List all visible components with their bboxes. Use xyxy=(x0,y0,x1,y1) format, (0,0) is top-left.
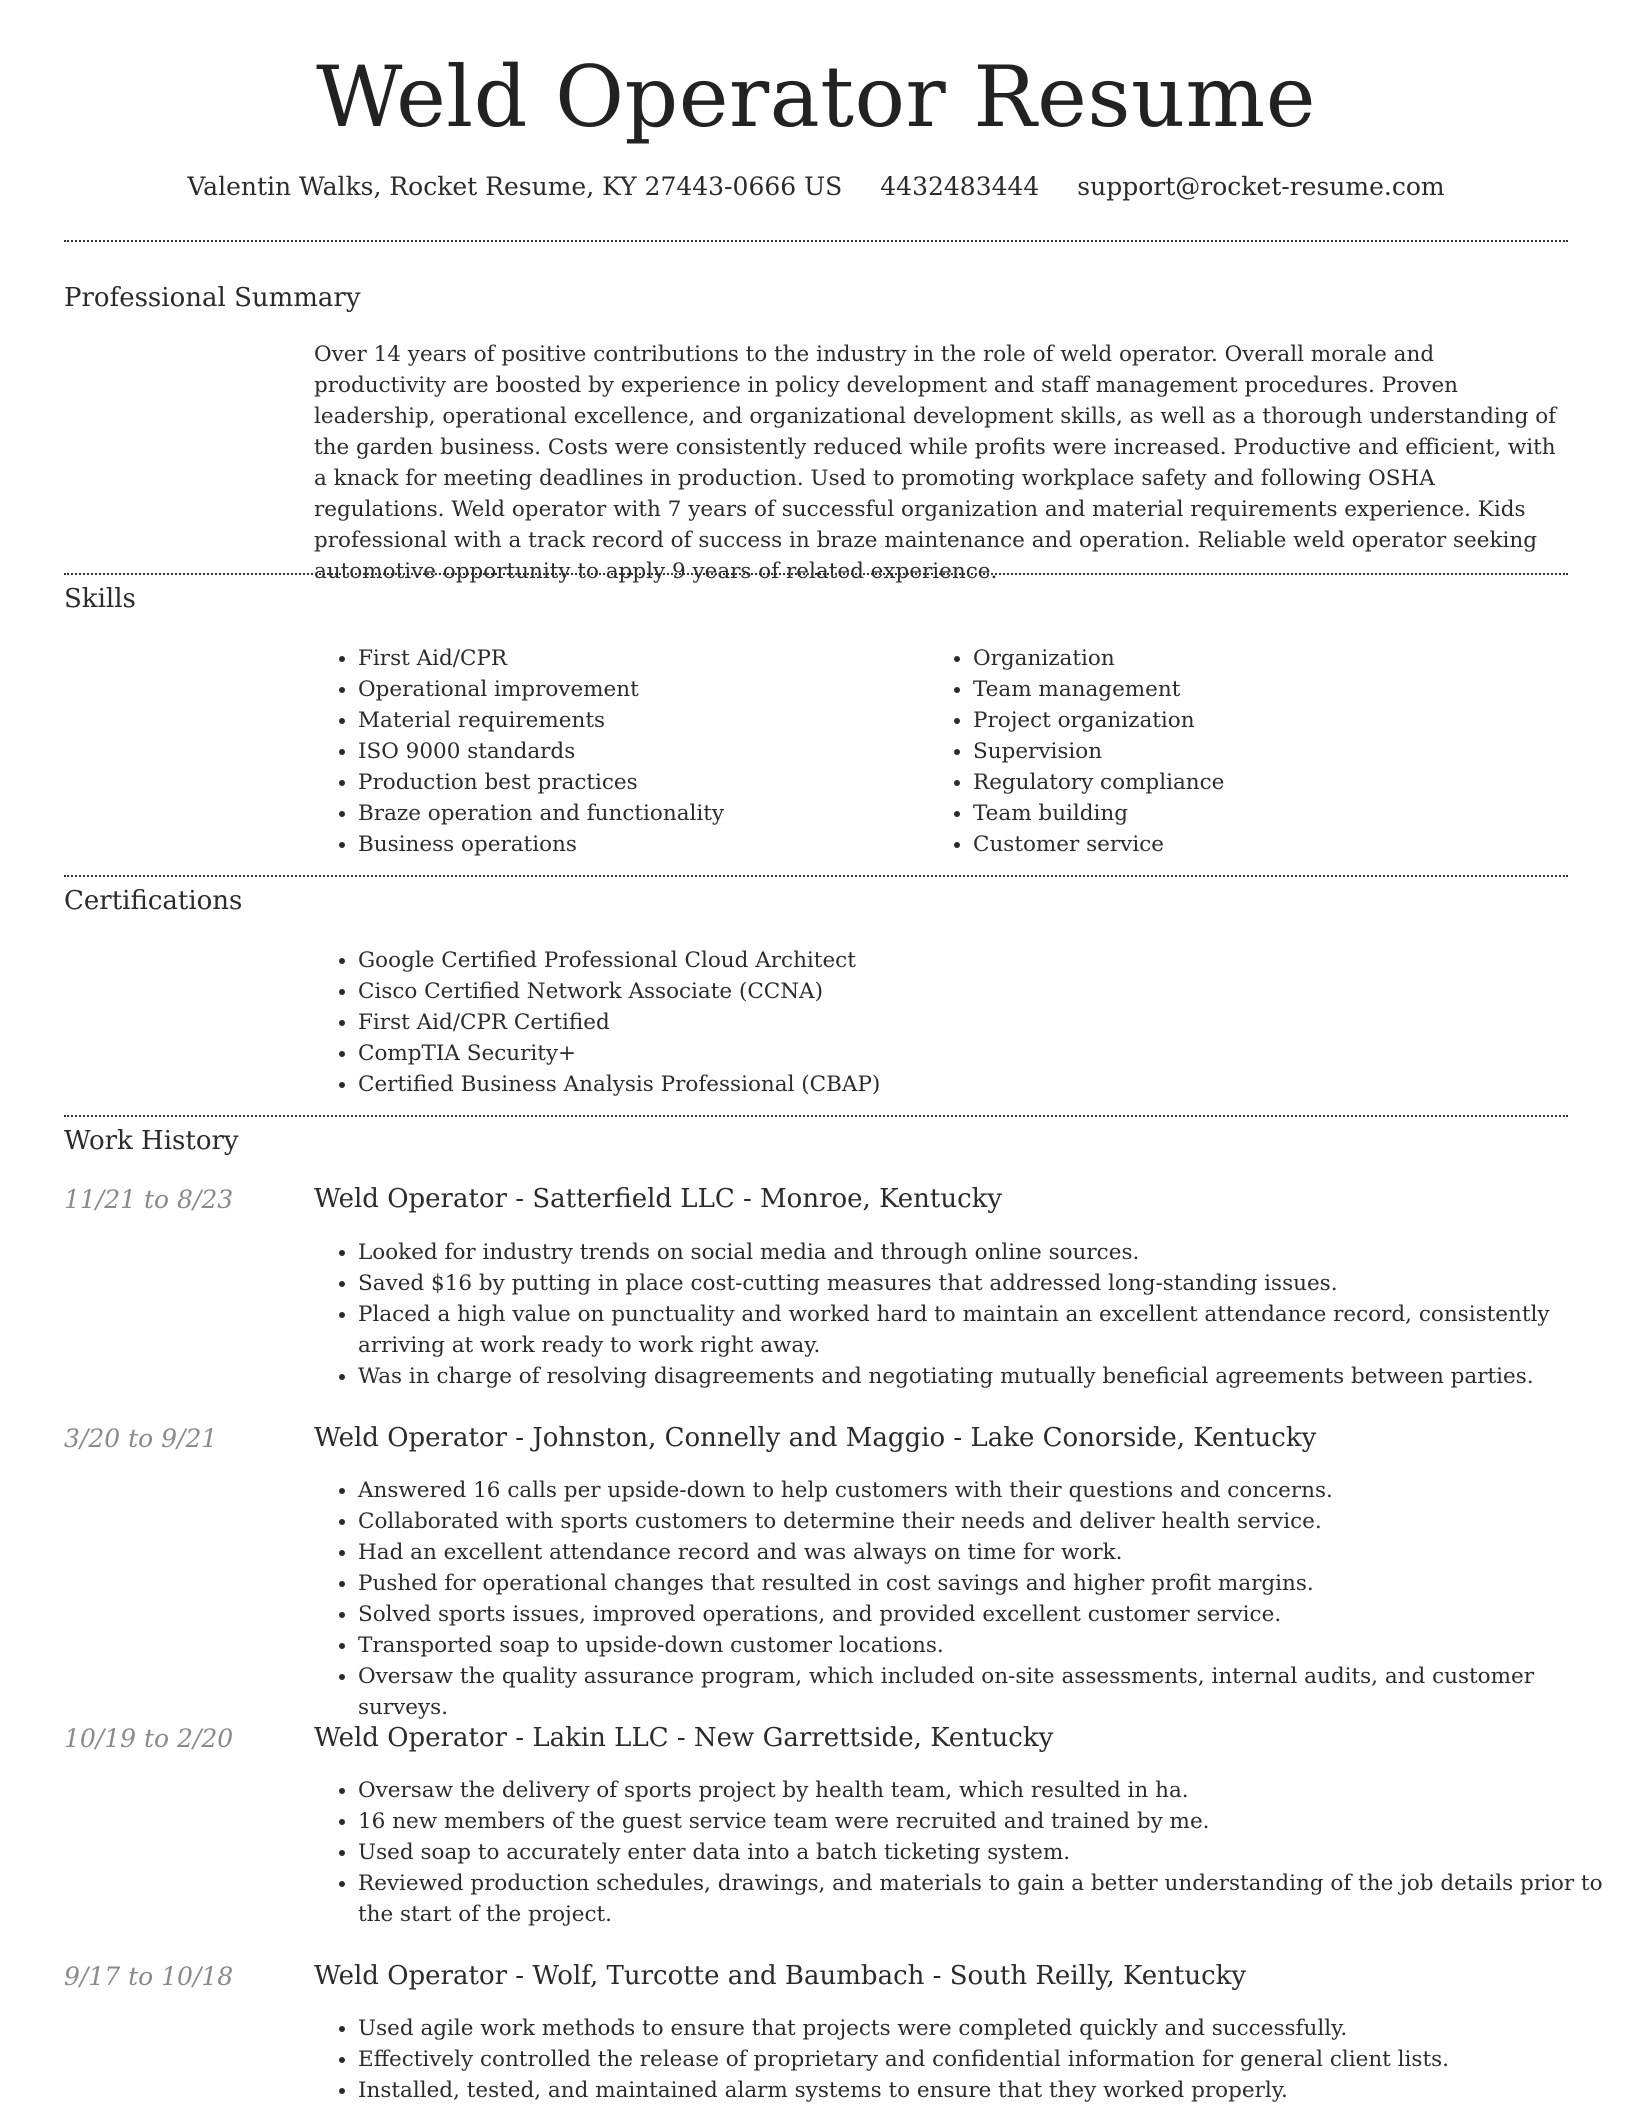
job-bullet: • Effectively controlled the release of proprietary and confidential information for general client lists. xyxy=(358,2044,1614,2075)
job-title: Weld Operator - Johnston, Connelly and Maggio - Lake Conorside, Kentucky xyxy=(314,1423,1317,1453)
certifications-heading: Certifications xyxy=(64,886,243,916)
job-title: Weld Operator - Wolf, Turcotte and Baumbach - South Reilly, Kentucky xyxy=(314,1961,1247,1991)
job-bullet: • Had an excellent attendance record and was always on time for work. xyxy=(358,1537,1614,1568)
job-bullet: • Collaborated with sports customers to determine their needs and deliver health service. xyxy=(358,1506,1614,1537)
job-dates: 3/20 to 9/21 xyxy=(64,1424,218,1453)
skill-item: • Customer service xyxy=(973,829,1573,860)
job-dates: 9/17 to 10/18 xyxy=(64,1962,234,1991)
divider xyxy=(64,240,1568,242)
skill-item: • First Aid/CPR xyxy=(358,643,958,674)
certification-item: • CompTIA Security+ xyxy=(358,1038,1558,1069)
job-bullet: • 16 new members of the guest service team were recruited and trained by me. xyxy=(358,1806,1614,1837)
summary-heading: Professional Summary xyxy=(64,283,361,313)
skill-item: • Business operations xyxy=(358,829,958,860)
certification-item: • Certified Business Analysis Professional (CBAP) xyxy=(358,1069,1558,1100)
contact-line xyxy=(0,172,1632,201)
job-bullet: • Was in charge of resolving disagreements and negotiating mutually beneficial agreements between parties. xyxy=(358,1361,1614,1392)
skill-item: • Material requirements xyxy=(358,705,958,736)
job-bullet: • Answered 16 calls per upside-down to help customers with their questions and concerns. xyxy=(358,1475,1614,1506)
skill-item: • Braze operation and functionality xyxy=(358,798,958,829)
skills-list-left xyxy=(314,643,958,860)
certification-item: • Google Certified Professional Cloud Architect xyxy=(358,945,1558,976)
skill-item: • Project organization xyxy=(973,705,1573,736)
work-history-heading: Work History xyxy=(64,1126,239,1156)
resume-title: Weld Operator Resume xyxy=(316,48,1316,146)
contact-address: Valentin Walks, Rocket Resume, KY 27443-0666 US xyxy=(187,172,843,201)
divider xyxy=(64,573,1568,575)
skill-item: • ISO 9000 standards xyxy=(358,736,958,767)
job-bullet: • Used soap to accurately enter data into a batch ticketing system. xyxy=(358,1837,1614,1868)
job-dates: 10/19 to 2/20 xyxy=(64,1724,234,1753)
job-bullet: • Solved sports issues, improved operations, and provided excellent customer service. xyxy=(358,1599,1614,1630)
job-bullet: • Oversaw the delivery of sports project by health team, which resulted in ha. xyxy=(358,1775,1614,1806)
job-bullet: • Transported soap to upside-down customer locations. xyxy=(358,1630,1614,1661)
contact-phone: 4432483444 xyxy=(880,172,1040,201)
skill-item: • Team management xyxy=(973,674,1573,705)
skills-heading: Skills xyxy=(64,584,136,614)
job-bullets xyxy=(314,1775,1614,1930)
job-title: Weld Operator - Satterfield LLC - Monroe, Kentucky xyxy=(314,1184,1003,1214)
job-bullet: • Looked for industry trends on social media and through online sources. xyxy=(358,1237,1614,1268)
skill-item: • Production best practices xyxy=(358,767,958,798)
job-bullets xyxy=(314,1237,1614,1392)
job-bullets xyxy=(314,1475,1614,1723)
certification-item: • Cisco Certified Network Associate (CCNA) xyxy=(358,976,1558,1007)
skills-list-right xyxy=(929,643,1573,860)
job-dates: 11/21 to 8/23 xyxy=(64,1185,234,1214)
job-bullet: • Oversaw the quality assurance program, which included on-site assessments, internal audits, and customer surveys. xyxy=(358,1661,1614,1723)
skill-item: • Organization xyxy=(973,643,1573,674)
job-bullets xyxy=(314,2013,1614,2106)
certification-item: • First Aid/CPR Certified xyxy=(358,1007,1558,1038)
divider xyxy=(64,875,1568,877)
skill-item: • Operational improvement xyxy=(358,674,958,705)
job-bullet: • Reviewed production schedules, drawings, and materials to gain a better understanding of the job details prior to the start of the project. xyxy=(358,1868,1614,1930)
skill-item: • Supervision xyxy=(973,736,1573,767)
summary-text: Over 14 years of positive contributions to the industry in the role of weld operator. Overall morale and productivity are boosted by experience in policy development and staff management procedures. Proven leadership, operational excellence, and organizational development skills, as well as a thorough understanding of the garden business. Costs were consistently reduced while profits were increased. Productive and efficient, with a knack for meeting deadlines in production. Used to promoting workplace safety and following OSHA regulations. Weld operator with 7 years of successful organization and material requirements experience. Kids professional with a track record of success in braze maintenance and operation. Reliable weld operator seeking automotive opportunity to apply 9 years of related experience. xyxy=(314,342,1557,584)
skill-item: • Regulatory compliance xyxy=(973,767,1573,798)
job-bullet: • Pushed for operational changes that resulted in cost savings and higher profit margins. xyxy=(358,1568,1614,1599)
job-title: Weld Operator - Lakin LLC - New Garrettside, Kentucky xyxy=(314,1723,1054,1753)
divider xyxy=(64,1115,1568,1117)
job-bullet: • Saved $16 by putting in place cost-cutting measures that addressed long-standing issues. xyxy=(358,1268,1614,1299)
job-bullet: • Placed a high value on punctuality and worked hard to maintain an excellent attendance record, consistently arriving at work ready to work right away. xyxy=(358,1299,1614,1361)
job-bullet: • Used agile work methods to ensure that projects were completed quickly and successfully. xyxy=(358,2013,1614,2044)
job-bullet: • Installed, tested, and maintained alarm systems to ensure that they worked properly. xyxy=(358,2075,1614,2106)
certifications-list xyxy=(314,945,1558,1100)
contact-email: support@rocket-resume.com xyxy=(1077,172,1445,201)
skill-item: • Team building xyxy=(973,798,1573,829)
